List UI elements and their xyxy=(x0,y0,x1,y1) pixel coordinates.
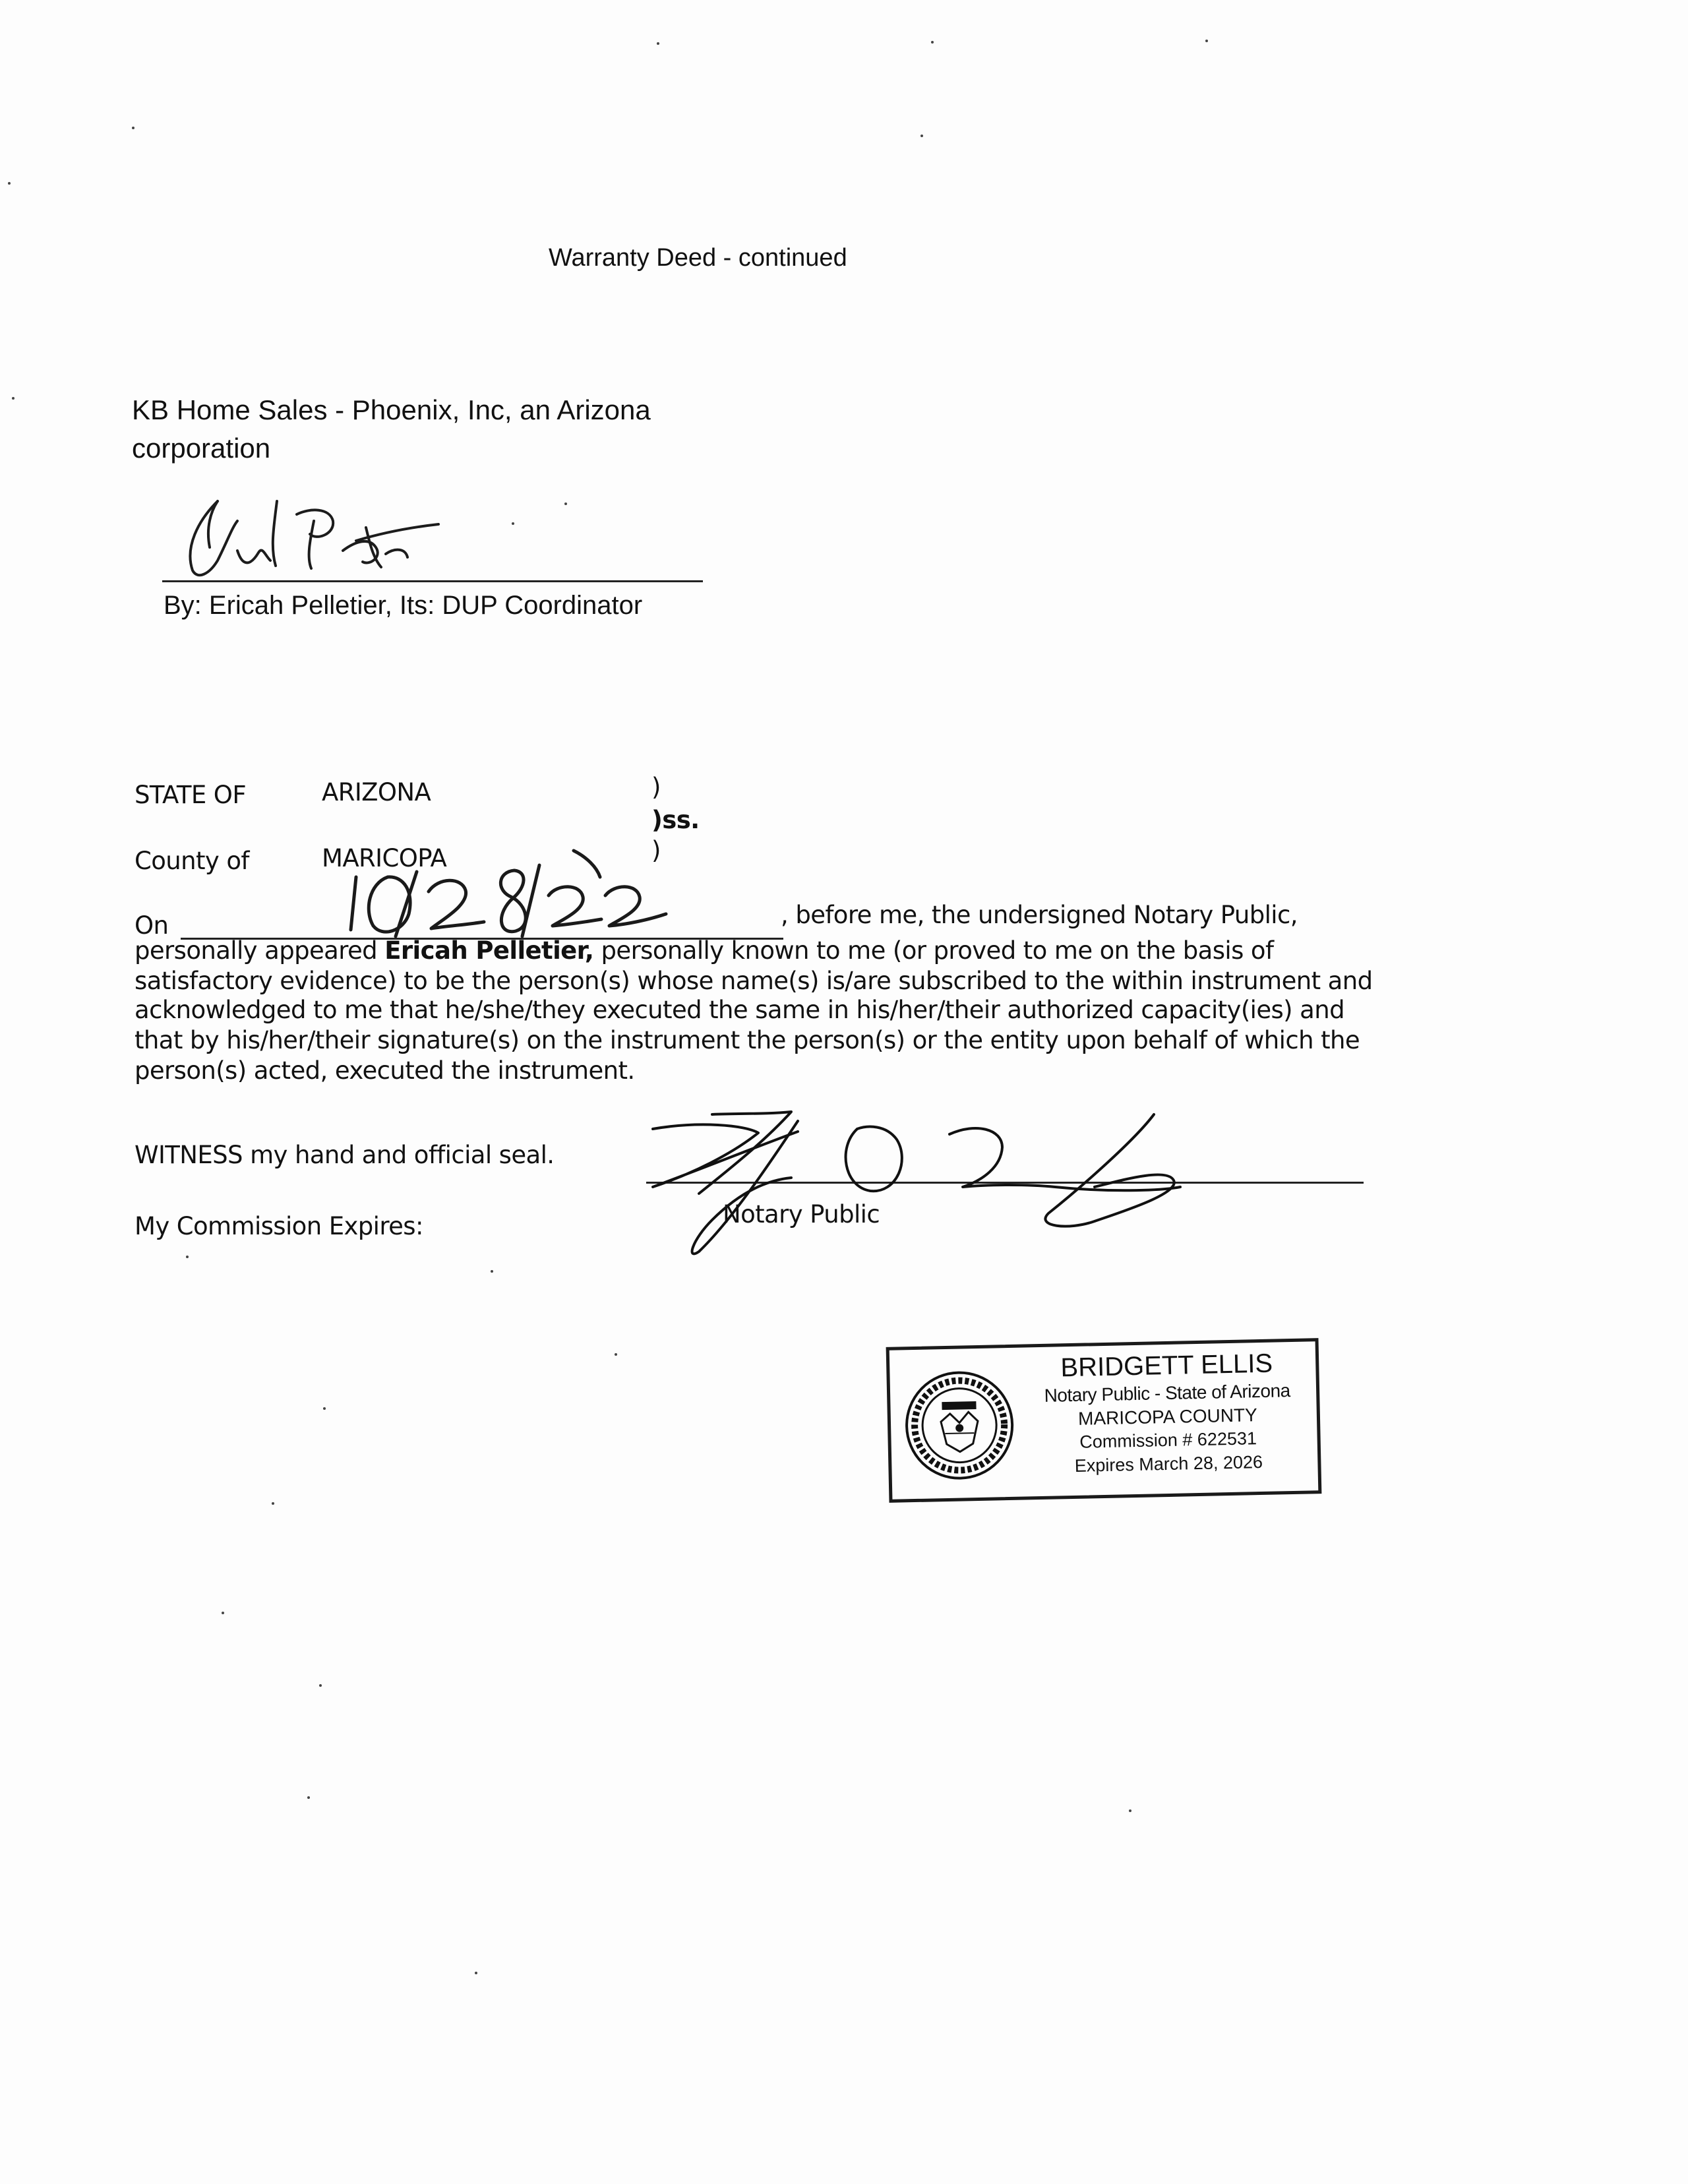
scan-speck xyxy=(323,1407,326,1410)
stamp-commission: Commission # 622531 xyxy=(1079,1428,1257,1452)
grantor-company-line1: KB Home Sales - Phoenix, Inc, an Arizona xyxy=(132,394,651,425)
notary-public-label: Notary Public xyxy=(723,1200,880,1228)
scan-speck xyxy=(657,42,659,45)
ack-line2-suffix: personally known to me (or proved to me on the basis of xyxy=(593,936,1274,965)
grantor-company-line2: corporation xyxy=(132,433,271,464)
ack-line3: satisfactory evidence) to be the person(s) whose name(s) is/are subscribed to the within instrument and xyxy=(135,967,1373,995)
witness-text: WITNESS my hand and official seal. xyxy=(135,1141,555,1169)
state-label: STATE OF xyxy=(135,781,246,809)
scan-speck xyxy=(222,1612,224,1614)
scan-speck xyxy=(920,135,923,137)
scan-speck xyxy=(615,1353,617,1356)
ack-person-name: Ericah Pelletier, xyxy=(384,936,594,965)
venue-ss: )ss. xyxy=(651,806,700,834)
scan-speck xyxy=(186,1256,189,1258)
scan-speck xyxy=(475,1972,477,1974)
scan-speck xyxy=(564,502,567,505)
scan-speck xyxy=(931,41,934,44)
scan-speck xyxy=(12,397,15,400)
scan-speck xyxy=(1205,40,1208,42)
stamp-notary-name: BRIDGETT ELLIS xyxy=(1060,1349,1273,1383)
ack-line2-prefix: personally appeared xyxy=(135,936,385,965)
scan-speck xyxy=(491,1270,493,1273)
ack-line6: person(s) acted, executed the instrument. xyxy=(135,1056,635,1085)
scan-speck xyxy=(8,182,11,185)
county-label: County of xyxy=(135,847,249,875)
grantor-signed-by: By: Ericah Pelletier, Its: DUP Coordinator xyxy=(164,591,643,620)
scan-speck xyxy=(512,522,514,525)
notary-stamp xyxy=(886,1338,1322,1503)
state-seal-icon xyxy=(903,1369,1015,1482)
ack-line4: acknowledged to me that he/she/they executed the same in his/her/their authorized capacity(ies) and xyxy=(135,996,1344,1024)
on-label: On xyxy=(135,911,169,940)
venue-paren-open: ) xyxy=(651,773,661,801)
venue-paren-close: ) xyxy=(651,836,661,864)
notary-signature-line xyxy=(646,1182,1364,1184)
ack-line5: that by his/her/their signature(s) on the instrument the person(s) or the entity upon behalf of which the xyxy=(135,1026,1360,1054)
county-value: MARICOPA xyxy=(322,844,447,872)
stamp-title: Notary Public - State of Arizona xyxy=(1044,1380,1290,1406)
scan-speck xyxy=(1129,1809,1131,1812)
scan-speck xyxy=(319,1684,322,1687)
document-title: Warranty Deed - continued xyxy=(549,244,847,272)
commission-expires-label: My Commission Expires: xyxy=(135,1212,423,1240)
ack-line1-rest: , before me, the undersigned Notary Public, xyxy=(781,901,1298,929)
scan-speck xyxy=(307,1796,310,1799)
grantor-signature-line xyxy=(162,580,703,582)
stamp-county: MARICOPA COUNTY xyxy=(1077,1405,1258,1429)
state-value: ARIZONA xyxy=(322,778,431,806)
ack-line2 xyxy=(135,936,1273,965)
scan-speck xyxy=(132,127,135,129)
stamp-expires: Expires March 28, 2026 xyxy=(1074,1451,1263,1476)
scan-speck xyxy=(272,1502,274,1505)
grantor-signature xyxy=(190,501,438,575)
